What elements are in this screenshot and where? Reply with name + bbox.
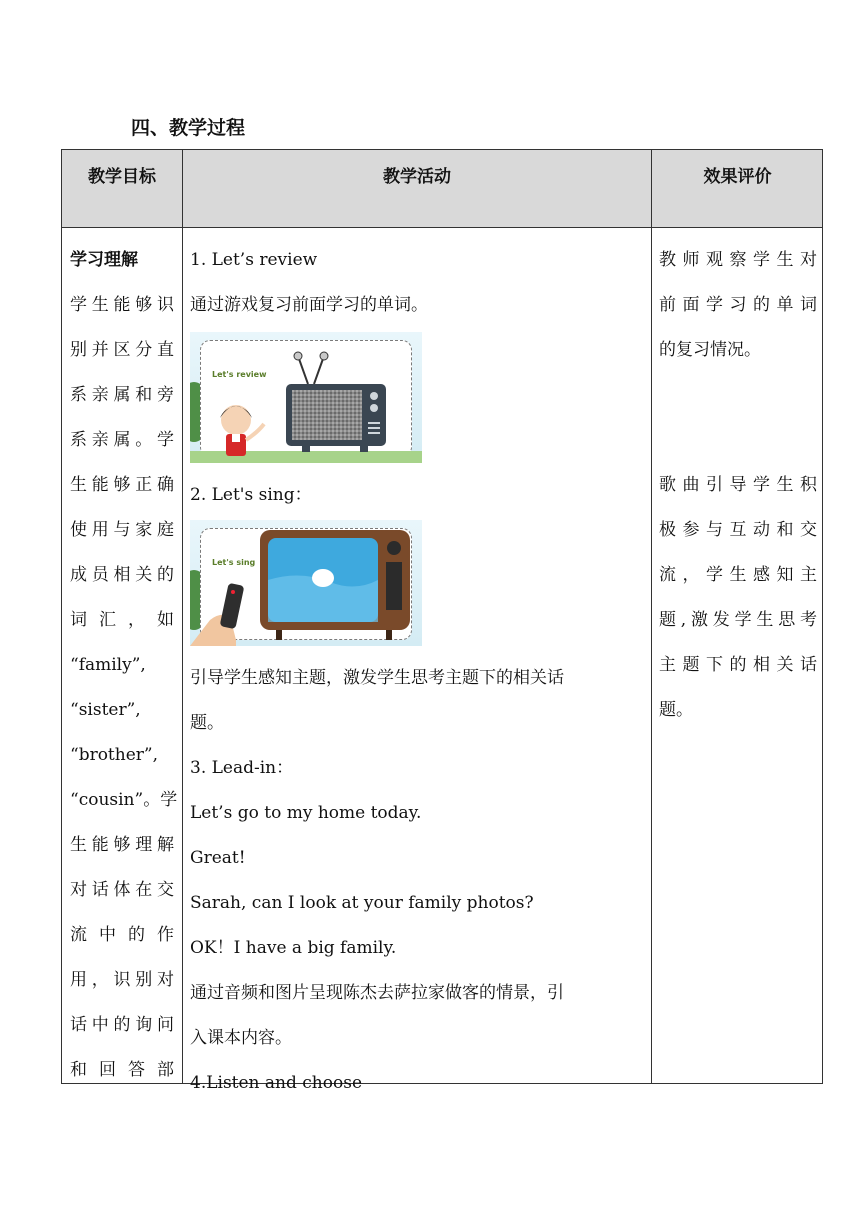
goals-cell bbox=[70, 238, 178, 1093]
sing-image bbox=[190, 520, 422, 646]
leadin-line-2: Great! bbox=[190, 848, 246, 868]
retro-tv-icon bbox=[190, 520, 422, 646]
text-line: 和 回 答 部 bbox=[70, 1060, 174, 1080]
text-line: 话中的询问 bbox=[70, 1015, 174, 1035]
text-line: 系亲属和旁 bbox=[70, 385, 174, 405]
leadin-desc-1: 通过音频和图片呈现陈杰去萨拉家做客的情景，引 bbox=[190, 983, 564, 1003]
text-line: “brother”, bbox=[70, 745, 158, 765]
sing-image-tag: Let's sing bbox=[212, 558, 256, 567]
leadin-line-1: Let’s go to my home today. bbox=[190, 803, 422, 823]
text-line: 前面学习的单词 bbox=[659, 295, 817, 315]
text-line: 的复习情况。 bbox=[659, 340, 761, 360]
text-line: 流 中 的 作 bbox=[70, 925, 174, 945]
leadin-title: 3. Lead-in： bbox=[190, 758, 294, 778]
text-line: 用，识别对 bbox=[70, 970, 174, 990]
section-heading: 四、教学过程 bbox=[131, 117, 246, 139]
text-line: 使用与家庭 bbox=[70, 520, 174, 540]
review-image-tag: Let's review bbox=[212, 370, 267, 379]
text-line: “sister”, bbox=[70, 700, 141, 720]
leadin-desc-2: 入课本内容。 bbox=[190, 1028, 292, 1048]
review-title: 1. Let’s review bbox=[190, 250, 318, 270]
sing-desc-1: 引导学生感知主题，激发学生思考主题下的相关话 bbox=[190, 668, 564, 688]
header-evaluation: 效果评价 bbox=[703, 167, 772, 187]
sing-title: 2. Let's sing： bbox=[190, 485, 312, 505]
header-activities: 教学活动 bbox=[383, 167, 451, 187]
review-desc: 通过游戏复习前面学习的单词。 bbox=[190, 295, 428, 315]
text-line: 极参与互动和交 bbox=[659, 520, 817, 540]
text-line: “cousin”。学 bbox=[70, 790, 178, 810]
text-line: 生能够理解 bbox=[70, 835, 174, 855]
listen-title: 4.Listen and choose bbox=[190, 1073, 363, 1093]
text-line: 题。 bbox=[659, 700, 693, 720]
activities-cell bbox=[190, 238, 646, 1106]
column-divider bbox=[182, 150, 183, 1083]
text-line: 别并区分直 bbox=[70, 340, 174, 360]
text-line: 歌曲引导学生积 bbox=[659, 475, 817, 495]
text-line: 系亲属。学 bbox=[70, 430, 174, 450]
teaching-process-table bbox=[61, 149, 823, 1093]
tv-illustration-icon bbox=[190, 332, 422, 463]
text-line: 题,激发学生思考 bbox=[659, 610, 817, 630]
leadin-line-4: OK！I have a big family. bbox=[190, 938, 397, 958]
text-line: 教师观察学生对 bbox=[659, 250, 817, 270]
text-line: 流，学生感知主 bbox=[659, 565, 817, 585]
text-line: 生能够正确 bbox=[70, 475, 174, 495]
text-line: 对话体在交 bbox=[70, 880, 174, 900]
text-line: 主题下的相关话 bbox=[659, 655, 817, 675]
text-line: 学习理解 bbox=[70, 250, 138, 270]
column-divider bbox=[651, 150, 652, 1083]
sing-desc-2: 题。 bbox=[190, 713, 224, 733]
review-image bbox=[190, 332, 422, 463]
text-line: “family”, bbox=[70, 655, 146, 675]
header-goals: 教学目标 bbox=[88, 167, 156, 187]
text-line: 词 汇 ， 如 bbox=[70, 610, 174, 630]
text-line: 学生能够识 bbox=[70, 295, 174, 315]
leadin-line-3: Sarah, can I look at your family photos? bbox=[190, 893, 534, 913]
evaluation-cell bbox=[659, 238, 817, 733]
text-line: 成员相关的 bbox=[70, 565, 174, 585]
